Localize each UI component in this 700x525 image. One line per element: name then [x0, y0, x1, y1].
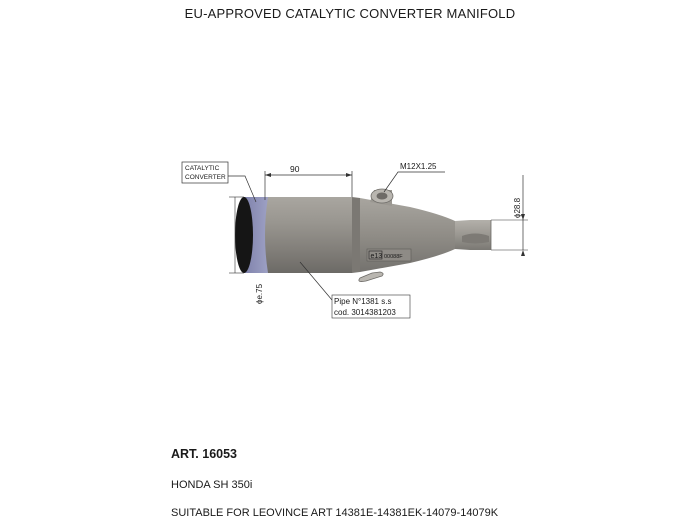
compatibility-note: SUITABLE FOR LEOVINCE ART 14381E-14381EK-14079-14079K — [171, 507, 499, 519]
pipe-label-line2: cod. 3014381203 — [334, 308, 396, 317]
article-number: ART. 16053 — [171, 447, 238, 461]
catalytic-converter-callout — [182, 162, 256, 202]
page-title: EU-APPROVED CATALYTIC CONVERTER MANIFOLD — [184, 6, 516, 21]
outlet-slot — [462, 234, 489, 244]
pipe-label-line1: Pipe N°1381 s.s — [334, 297, 392, 306]
dim-length-label: 90 — [290, 164, 300, 174]
mounting-tab — [359, 272, 383, 282]
outlet-diameter-dimension — [491, 175, 528, 256]
thread-label: M12X1.25 — [400, 162, 437, 171]
outlet-diameter-label: ϕ28.8 — [513, 197, 522, 218]
thread-callout — [384, 162, 445, 192]
homologation-mark: e13 — [370, 253, 383, 260]
inlet-diameter-label: ϕe.75 — [255, 283, 264, 304]
homologation-code: 00088F — [384, 254, 403, 260]
length-dimension — [265, 164, 352, 200]
vehicle-model: HONDA SH 350i — [171, 479, 253, 491]
inlet-bore — [235, 197, 253, 273]
callout-catalytic-line2: CONVERTER — [185, 174, 226, 181]
body-band — [352, 197, 360, 273]
callout-catalytic-line1: CATALYTIC — [185, 165, 220, 172]
